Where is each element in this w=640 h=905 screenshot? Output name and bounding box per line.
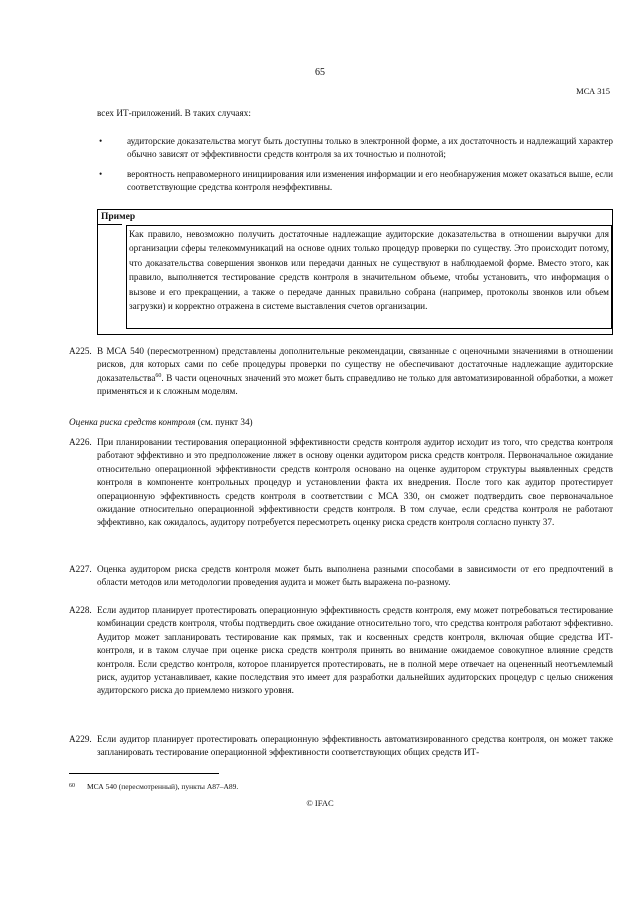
footnote-reference[interactable]: 60 [155,372,162,379]
bullet-text: аудиторские доказательства могут быть доступны только в электронной форме, а их достаточность и надлежащий характер обычно зависят от эффективности средств контроля за их точностью и полнотой; [127,136,613,160]
example-title-rule [98,224,122,225]
subheading-title: Оценка риска средств контроля [69,417,196,427]
bullet-list [97,135,613,201]
bullet-mark: • [99,168,103,179]
paragraph-body: Если аудитор планирует протестировать операционную эффективность автоматизированного средства контроля, он может также запланировать тестирование операционной эффективности соответствующих общих средств ИТ- [97,734,613,758]
paragraph-number: A228. [69,605,92,615]
bullet-mark: • [99,136,103,146]
copyright: © IFAC [306,798,334,808]
paragraph-a228 [69,604,613,698]
example-title: Пример [101,212,136,222]
footnote [69,780,238,793]
document-code: МСА 315 [576,86,610,96]
intro-text: всех ИТ-приложений. В таких случаях: [97,108,251,118]
page-number: 65 [315,67,325,78]
footnote-rule [69,773,219,774]
bullet-item [97,135,613,162]
paragraph-a225 [69,345,613,399]
paragraph-a227 [69,563,613,590]
example-text: Как правило, невозможно получить достаточные надлежащие аудиторские доказательства в отношении выручки для организации сферы телекоммуникаций на основе одних только процедур проверки по существу. Это происходит потому, что доказательства совершения звонков или передачи данных не существуют в наблюдаемой форме. Вместо этого, как правило, выполняется тестирование средств контроля в значительном объеме, чтобы установить, что информация о вызове и его прекращении, а также о передаче данных правильно собрана (например, протоколы звонков или объем загрузки) и корректно отражена в системе выставления счетов организации. [126,225,612,329]
paragraph-number: A229. [69,734,92,744]
paragraph-a229 [69,733,613,760]
paragraph-number: A226. [69,437,92,447]
paragraph-body: Если аудитор планирует протестировать операционную эффективность средств контроля, ему может потребоваться тестирование комбинации средств контроля, чтобы подтвердить свое ожидание относительно того, что средства контроля работают эффективно. Аудитор может запланировать тестирование как прямых, так и косвенных средств контроля, включая общие средства ИТ-контроля, и в таком случае при оценке риска средств контроля принять во внимание ожидаемое совокупное влияние средств контроля. Если средство контроля, которое планируется протестировать, не в полной мере отвечает на оцененный неотъемлемый риск, аудитор устанавливает, какие последствия это имеет для разработки дальнейших аудиторских процедур с целью снижения аудиторского риска до приемлемо низкого уровня. [97,605,613,696]
paragraph-text: В МСА 540 (пересмотренном) представлены дополнительные рекомендации, связанные с оценочными значениями в отношении рисков, для которых сами по себе процедуры проверки по существу не обеспечивают достаточные надлежащие аудиторские доказательства [97,346,613,383]
bullet-text: вероятность неправомерного инициирования или изменения информации и его необнаружения может оказаться выше, если соответствующие средства контроля неэффективны. [127,168,613,193]
paragraph-a226 [69,436,613,530]
footnote-mark: 60 [69,783,75,789]
paragraph-body: При планировании тестирования операционной эффективности средств контроля аудитор исходит из того, что средства контроля работают эффективно и это предположение ляжет в основу оценки аудитором риска средств контроля. Первоначальное ожидание относительно операционной эффективности средств контроля основано на оценке аудитором структуры выявленных средств контроля в компоненте контрольных процедур и установлении факта их внедрения. После того как аудитор протестирует операционную эффективность средств контроля в соответствии с МСА 330, он сможет подтвердить свое первоначальное ожидание относительно операционной эффективности средств контроля. В том случае, если средства контроля не работают эффективно, как ожидалось, аудитору потребуется пересмотреть оценку риска средств контроля согласно пункту 37. [97,437,613,528]
footnote-text: МСА 540 (пересмотренный), пункты А87–А89. [87,782,239,791]
paragraph-body [97,345,613,399]
paragraph-number: A225. [69,346,92,356]
bullet-item [97,168,613,195]
section-subheading [69,416,253,429]
paragraph-body: Оценка аудитором риска средств контроля может быть выполнена разными способами в зависимости от его предпочтений в области методов или методологии проведения аудита и может быть выражена по-разному. [97,564,613,588]
paragraph-number: A227. [69,564,92,574]
subheading-reference: (см. пункт 34) [195,417,253,427]
example-box [97,209,613,335]
paragraph-text: . В части оценочных значений это может быть справедливо не только для автоматизированной обработки, а может применяться и к сложным моделям. [97,372,613,397]
